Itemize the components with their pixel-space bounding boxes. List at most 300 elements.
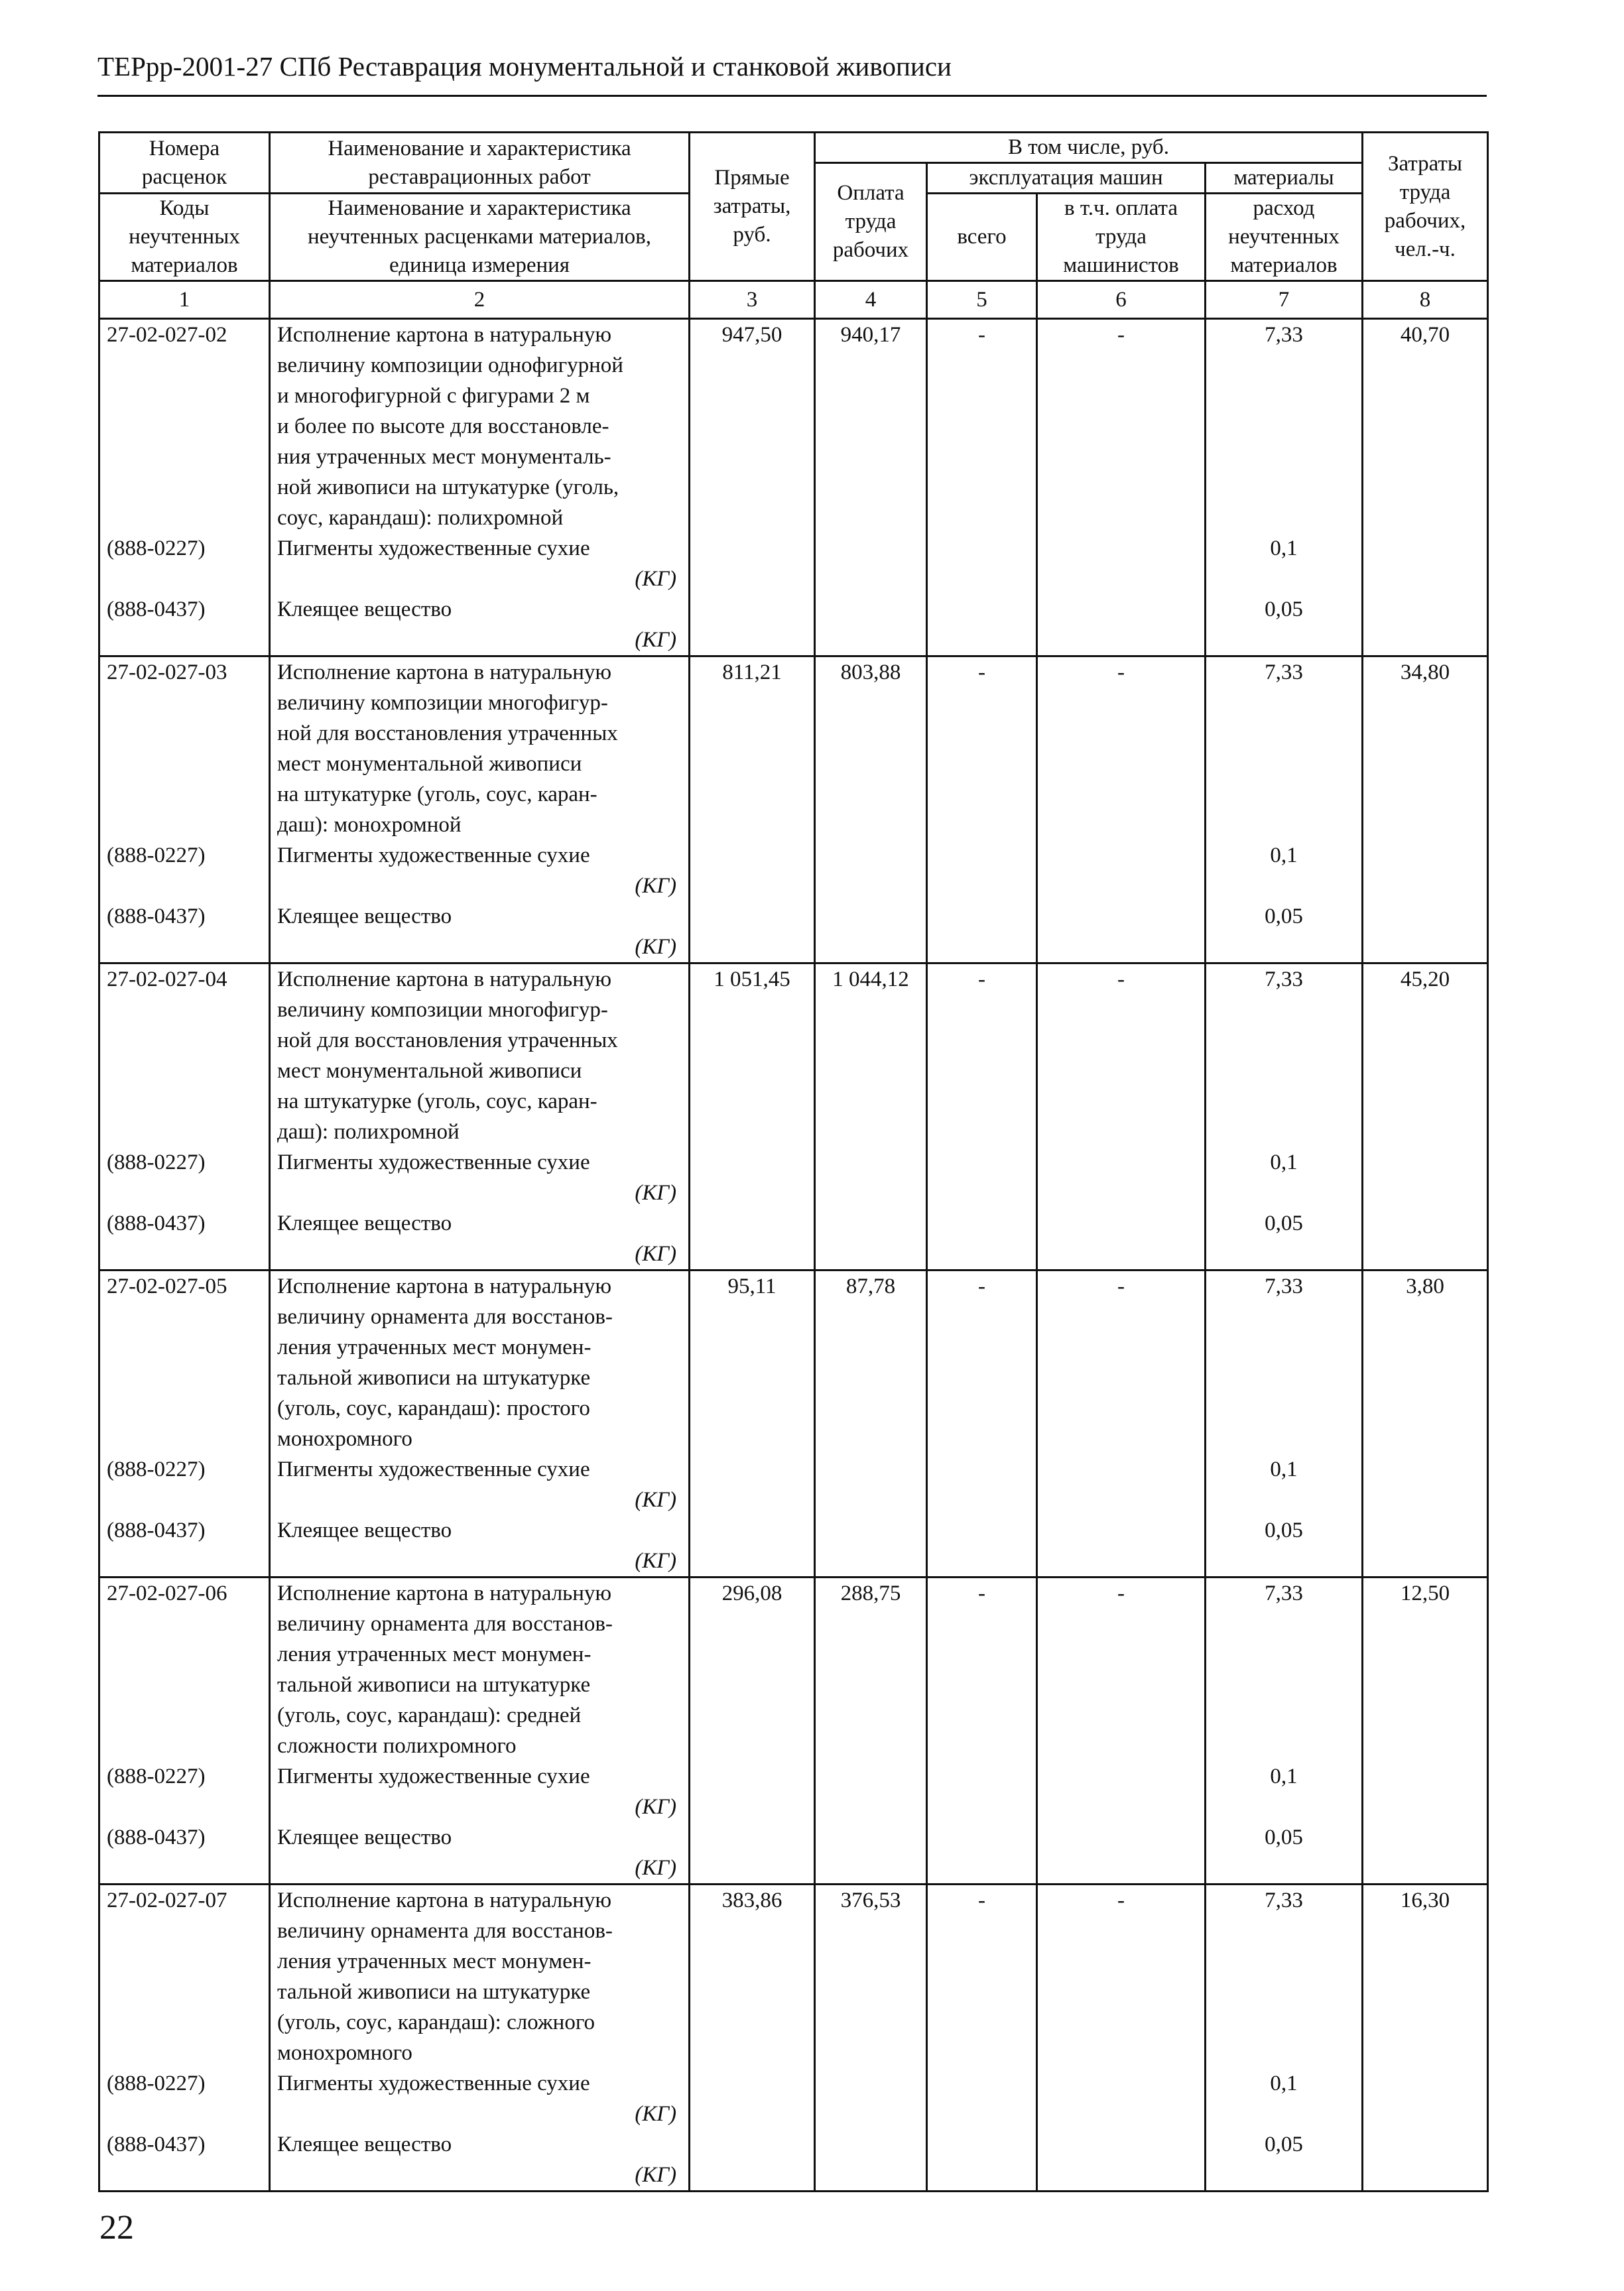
- material-unit: (КГ): [270, 1178, 690, 1208]
- empty-cell: [815, 2129, 927, 2160]
- material-quantity: 0,05: [1206, 1822, 1363, 1853]
- empty-cell: [99, 932, 270, 963]
- table-body: [99, 133, 1488, 2192]
- material-name: Клеящее вещество: [270, 1208, 690, 1239]
- empty-cell: [1363, 1853, 1488, 1885]
- empty-cell: [1037, 1515, 1206, 1546]
- empty-cell: [1037, 2160, 1206, 2192]
- col-header-operator-pay: [1037, 194, 1206, 281]
- empty-cell: [1363, 1208, 1488, 1239]
- empty-cell: [815, 901, 927, 932]
- material-row: [99, 1454, 1488, 1485]
- column-number: 1: [99, 281, 270, 319]
- column-number: 6: [1037, 281, 1206, 319]
- empty-cell: [1037, 2129, 1206, 2160]
- empty-cell: [690, 932, 815, 963]
- material-unit-row: [99, 1178, 1488, 1208]
- material-code: (888-0227): [99, 1761, 270, 1792]
- description-line: (уголь, соус, карандаш): простого: [277, 1396, 590, 1420]
- description-line: (уголь, соус, карандаш): средней: [277, 1703, 582, 1727]
- empty-cell: [927, 594, 1037, 625]
- empty-cell: [1037, 932, 1206, 963]
- material-unit: (КГ): [270, 2099, 690, 2129]
- empty-cell: [690, 2160, 815, 2192]
- col-header-text: Оплата: [837, 181, 905, 205]
- column-number: 3: [690, 281, 815, 319]
- rate-row: [99, 963, 1488, 1148]
- material-row: [99, 2068, 1488, 2099]
- col-header-text: машинистов: [1063, 253, 1179, 277]
- material-quantity: 0,05: [1206, 594, 1363, 625]
- description-line: мест монументальной живописи: [277, 752, 582, 776]
- empty-cell: [1363, 2068, 1488, 2099]
- description-line: и многофигурной с фигурами 2 м: [277, 384, 590, 408]
- empty-cell: [690, 2068, 815, 2099]
- description-line: величину орнамента для восстанов-: [277, 1919, 613, 1943]
- empty-cell: [1363, 1239, 1488, 1270]
- col-header-text: неучтенных: [129, 225, 240, 249]
- col-header-worker-pay: [815, 163, 927, 281]
- empty-cell: [815, 1178, 927, 1208]
- col-header-text: неучтенных: [1228, 225, 1340, 249]
- description-line: на штукатурке (уголь, соус, каран-: [277, 1089, 597, 1113]
- empty-cell: [927, 871, 1037, 901]
- labor-costs-value: 16,30: [1363, 1885, 1488, 2069]
- labor-costs-value: 45,20: [1363, 963, 1488, 1148]
- empty-cell: [927, 1239, 1037, 1270]
- materials-value: 7,33: [1206, 319, 1363, 534]
- empty-cell: [690, 533, 815, 564]
- empty-cell: [1206, 625, 1363, 656]
- col-header-text: рабочих: [832, 238, 909, 262]
- material-unit-row: [99, 1853, 1488, 1885]
- direct-costs-value: 947,50: [690, 319, 815, 534]
- empty-cell: [1206, 1546, 1363, 1578]
- col-header-text: единица измерения: [389, 253, 570, 277]
- empty-cell: [1363, 1822, 1488, 1853]
- empty-cell: [1363, 1178, 1488, 1208]
- direct-costs-value: 383,86: [690, 1885, 815, 2069]
- material-code: (888-0437): [99, 2129, 270, 2160]
- col-header-text: Наименование и характеристика: [328, 136, 631, 160]
- empty-cell: [690, 594, 815, 625]
- col-header-material-name: [270, 194, 690, 281]
- empty-cell: [1206, 932, 1363, 963]
- empty-cell: [690, 1792, 815, 1822]
- material-unit: (КГ): [270, 1792, 690, 1822]
- material-name: Пигменты художественные сухие: [270, 1147, 690, 1178]
- col-header-text: труда: [1399, 180, 1451, 204]
- worker-pay-value: 940,17: [815, 319, 927, 534]
- empty-cell: [927, 1485, 1037, 1515]
- rates-table: [98, 131, 1489, 2192]
- running-header: ТЕРрр-2001-27 СПб Реставрация монументальной и станковой живописи: [97, 51, 952, 82]
- col-header-text: затраты,: [713, 194, 791, 218]
- empty-cell: [815, 932, 927, 963]
- operator-pay-value: -: [1037, 319, 1206, 534]
- empty-cell: [690, 2099, 815, 2129]
- empty-cell: [1037, 1239, 1206, 1270]
- empty-cell: [927, 1853, 1037, 1885]
- empty-cell: [1363, 1485, 1488, 1515]
- empty-cell: [1037, 2068, 1206, 2099]
- material-unit-row: [99, 871, 1488, 901]
- description-line: (уголь, соус, карандаш): сложного: [277, 2011, 595, 2034]
- material-row: [99, 901, 1488, 932]
- rate-row: [99, 319, 1488, 534]
- material-quantity: 0,1: [1206, 2068, 1363, 2099]
- empty-cell: [1037, 625, 1206, 656]
- empty-cell: [1037, 871, 1206, 901]
- material-quantity: 0,05: [1206, 1208, 1363, 1239]
- rate-code: 27-02-027-06: [99, 1578, 270, 1762]
- empty-cell: [1363, 1147, 1488, 1178]
- description-line: Исполнение картона в натуральную: [277, 1889, 612, 1912]
- material-unit: (КГ): [270, 625, 690, 656]
- materials-value: 7,33: [1206, 1270, 1363, 1455]
- empty-cell: [690, 1147, 815, 1178]
- labor-costs-value: 40,70: [1363, 319, 1488, 534]
- description-line: ления утраченных мест монумен-: [277, 1642, 592, 1666]
- work-description: [270, 963, 690, 1148]
- description-line: сложности полихромного: [277, 1734, 517, 1758]
- materials-value: 7,33: [1206, 656, 1363, 841]
- rate-code: 27-02-027-02: [99, 319, 270, 534]
- rate-code: 27-02-027-07: [99, 1885, 270, 2069]
- operator-pay-value: -: [1037, 963, 1206, 1148]
- work-description: [270, 319, 690, 534]
- col-header-text: Номера: [149, 136, 220, 160]
- col-header-text: Затраты: [1387, 151, 1463, 176]
- empty-cell: [1037, 1792, 1206, 1822]
- empty-cell: [1037, 1178, 1206, 1208]
- description-line: ния утраченных мест монументаль-: [277, 445, 611, 469]
- empty-cell: [1206, 1792, 1363, 1822]
- material-name: Клеящее вещество: [270, 901, 690, 932]
- description-line: ления утраченных мест монумен-: [277, 1335, 592, 1359]
- material-unit: (КГ): [270, 1853, 690, 1885]
- col-header-text: руб.: [733, 223, 771, 247]
- material-row: [99, 2129, 1488, 2160]
- direct-costs-value: 811,21: [690, 656, 815, 841]
- description-line: и более по высоте для восстановле-: [277, 414, 609, 438]
- worker-pay-value: 1 044,12: [815, 963, 927, 1148]
- description-line: монохромного: [277, 1427, 412, 1451]
- operator-pay-value: -: [1037, 1578, 1206, 1762]
- material-row: [99, 840, 1488, 871]
- empty-cell: [815, 1239, 927, 1270]
- direct-costs-value: 1 051,45: [690, 963, 815, 1148]
- material-unit: (КГ): [270, 932, 690, 963]
- description-line: даш): полихромной: [277, 1120, 460, 1144]
- material-quantity: 0,1: [1206, 1761, 1363, 1792]
- empty-cell: [1363, 840, 1488, 871]
- empty-cell: [1037, 564, 1206, 594]
- empty-cell: [1363, 901, 1488, 932]
- empty-cell: [815, 1208, 927, 1239]
- empty-cell: [690, 1853, 815, 1885]
- description-line: Исполнение картона в натуральную: [277, 1274, 612, 1298]
- material-row: [99, 594, 1488, 625]
- description-line: ной для восстановления утраченных: [277, 1028, 618, 1052]
- material-quantity: 0,1: [1206, 840, 1363, 871]
- col-header-text: труда: [845, 210, 897, 233]
- description-line: ной для восстановления утраченных: [277, 721, 618, 745]
- empty-cell: [815, 1853, 927, 1885]
- header-rule: [97, 95, 1487, 97]
- column-number: 5: [927, 281, 1037, 319]
- material-quantity: 0,05: [1206, 1515, 1363, 1546]
- material-unit-row: [99, 625, 1488, 656]
- worker-pay-value: 803,88: [815, 656, 927, 841]
- material-unit-row: [99, 1546, 1488, 1578]
- material-code: (888-0437): [99, 1822, 270, 1853]
- col-header-including: В том числе, руб.: [815, 133, 1363, 163]
- empty-cell: [1206, 1239, 1363, 1270]
- machines-total-value: -: [927, 1885, 1037, 2069]
- material-name: Клеящее вещество: [270, 2129, 690, 2160]
- empty-cell: [927, 1546, 1037, 1578]
- material-unit-row: [99, 2160, 1488, 2192]
- material-code: (888-0227): [99, 533, 270, 564]
- header-row-1: [99, 133, 1488, 163]
- material-unit: (КГ): [270, 564, 690, 594]
- material-row: [99, 1208, 1488, 1239]
- empty-cell: [690, 1761, 815, 1792]
- empty-cell: [927, 901, 1037, 932]
- empty-cell: [1206, 2099, 1363, 2129]
- empty-cell: [1363, 625, 1488, 656]
- empty-cell: [99, 564, 270, 594]
- material-code: (888-0227): [99, 2068, 270, 2099]
- empty-cell: [99, 1239, 270, 1270]
- empty-cell: [1037, 1454, 1206, 1485]
- empty-cell: [927, 1454, 1037, 1485]
- direct-costs-value: 95,11: [690, 1270, 815, 1455]
- col-header-text: Наименование и характеристика: [328, 196, 631, 220]
- column-number: 8: [1363, 281, 1488, 319]
- description-line: величину орнамента для восстанов-: [277, 1305, 613, 1329]
- empty-cell: [927, 625, 1037, 656]
- empty-cell: [815, 1485, 927, 1515]
- operator-pay-value: -: [1037, 1885, 1206, 2069]
- empty-cell: [815, 1515, 927, 1546]
- empty-cell: [690, 1178, 815, 1208]
- material-unit: (КГ): [270, 871, 690, 901]
- empty-cell: [99, 1853, 270, 1885]
- rate-row: [99, 1578, 1488, 1762]
- empty-cell: [927, 2068, 1037, 2099]
- empty-cell: [1363, 533, 1488, 564]
- material-unit: (КГ): [270, 1485, 690, 1515]
- empty-cell: [815, 625, 927, 656]
- operator-pay-value: -: [1037, 656, 1206, 841]
- empty-cell: [99, 625, 270, 656]
- material-name: Пигменты художественные сухие: [270, 1761, 690, 1792]
- empty-cell: [1363, 1454, 1488, 1485]
- worker-pay-value: 376,53: [815, 1885, 927, 2069]
- description-line: Исполнение картона в натуральную: [277, 967, 612, 991]
- materials-value: 7,33: [1206, 963, 1363, 1148]
- empty-cell: [1363, 2129, 1488, 2160]
- description-line: тальной живописи на штукатурке: [277, 1673, 591, 1697]
- empty-cell: [927, 1792, 1037, 1822]
- description-line: тальной живописи на штукатурке: [277, 1980, 591, 2004]
- rate-row: [99, 1270, 1488, 1455]
- description-line: величину композиции многофигур-: [277, 691, 608, 715]
- empty-cell: [927, 533, 1037, 564]
- empty-cell: [927, 2099, 1037, 2129]
- empty-cell: [1037, 1822, 1206, 1853]
- material-quantity: 0,05: [1206, 901, 1363, 932]
- empty-cell: [815, 1761, 927, 1792]
- empty-cell: [1037, 1853, 1206, 1885]
- empty-cell: [690, 1822, 815, 1853]
- empty-cell: [1206, 871, 1363, 901]
- empty-cell: [927, 1822, 1037, 1853]
- empty-cell: [690, 625, 815, 656]
- empty-cell: [690, 564, 815, 594]
- empty-cell: [99, 871, 270, 901]
- material-unit: (КГ): [270, 2160, 690, 2192]
- column-number: 4: [815, 281, 927, 319]
- empty-cell: [815, 564, 927, 594]
- col-header-machines-total: всего: [927, 194, 1037, 281]
- material-unit-row: [99, 932, 1488, 963]
- direct-costs-value: 296,08: [690, 1578, 815, 1762]
- column-number: 7: [1206, 281, 1363, 319]
- empty-cell: [815, 2099, 927, 2129]
- empty-cell: [815, 594, 927, 625]
- material-quantity: 0,1: [1206, 1454, 1363, 1485]
- col-header-text: рабочих,: [1384, 208, 1466, 233]
- empty-cell: [1037, 1761, 1206, 1792]
- worker-pay-value: 87,78: [815, 1270, 927, 1455]
- col-header-direct-costs: [690, 133, 815, 281]
- col-header-text: расценок: [141, 164, 227, 189]
- operator-pay-value: -: [1037, 1270, 1206, 1455]
- empty-cell: [1363, 932, 1488, 963]
- material-row: [99, 1147, 1488, 1178]
- material-code: (888-0437): [99, 1515, 270, 1546]
- col-header-text: труда: [1095, 225, 1147, 249]
- empty-cell: [690, 1485, 815, 1515]
- col-header-text: в т.ч. оплата: [1064, 196, 1178, 220]
- materials-value: 7,33: [1206, 1578, 1363, 1762]
- material-code: (888-0227): [99, 840, 270, 871]
- empty-cell: [927, 564, 1037, 594]
- labor-costs-value: 3,80: [1363, 1270, 1488, 1455]
- description-line: ления утраченных мест монумен-: [277, 1950, 592, 1973]
- machines-total-value: -: [927, 963, 1037, 1148]
- empty-cell: [99, 2160, 270, 2192]
- empty-cell: [1363, 594, 1488, 625]
- empty-cell: [1206, 1853, 1363, 1885]
- empty-cell: [927, 2129, 1037, 2160]
- empty-cell: [690, 2129, 815, 2160]
- description-line: Исполнение картона в натуральную: [277, 323, 612, 347]
- empty-cell: [1037, 1485, 1206, 1515]
- empty-cell: [1037, 533, 1206, 564]
- empty-cell: [99, 1178, 270, 1208]
- work-description: [270, 1270, 690, 1455]
- worker-pay-value: 288,75: [815, 1578, 927, 1762]
- rate-code: 27-02-027-05: [99, 1270, 270, 1455]
- description-line: мест монументальной живописи: [277, 1059, 582, 1083]
- col-header-work-name: [270, 133, 690, 194]
- description-line: монохромного: [277, 2041, 412, 2065]
- machines-total-value: -: [927, 1270, 1037, 1455]
- empty-cell: [1206, 1485, 1363, 1515]
- empty-cell: [927, 1208, 1037, 1239]
- empty-cell: [1363, 1792, 1488, 1822]
- empty-cell: [1037, 840, 1206, 871]
- empty-cell: [690, 840, 815, 871]
- material-code: (888-0437): [99, 1208, 270, 1239]
- rate-code: 27-02-027-03: [99, 656, 270, 841]
- description-line: даш): монохромной: [277, 813, 462, 837]
- material-row: [99, 1761, 1488, 1792]
- empty-cell: [1037, 1546, 1206, 1578]
- col-header-machines: эксплуатация машин: [927, 163, 1206, 194]
- col-header-materials: материалы: [1206, 163, 1363, 194]
- material-quantity: 0,05: [1206, 2129, 1363, 2160]
- col-header-text: расход: [1253, 196, 1315, 220]
- materials-value: 7,33: [1206, 1885, 1363, 2069]
- empty-cell: [690, 1239, 815, 1270]
- material-code: (888-0437): [99, 594, 270, 625]
- empty-cell: [815, 1147, 927, 1178]
- empty-cell: [690, 1546, 815, 1578]
- material-unit: (КГ): [270, 1239, 690, 1270]
- material-quantity: 0,1: [1206, 1147, 1363, 1178]
- empty-cell: [815, 1454, 927, 1485]
- empty-cell: [99, 1546, 270, 1578]
- material-name: Клеящее вещество: [270, 594, 690, 625]
- empty-cell: [690, 1454, 815, 1485]
- empty-cell: [690, 901, 815, 932]
- empty-cell: [1037, 1208, 1206, 1239]
- col-header-text: материалов: [1230, 253, 1338, 277]
- material-quantity: 0,1: [1206, 533, 1363, 564]
- empty-cell: [927, 932, 1037, 963]
- empty-cell: [1363, 2099, 1488, 2129]
- description-line: Исполнение картона в натуральную: [277, 1581, 612, 1605]
- material-name: Пигменты художественные сухие: [270, 2068, 690, 2099]
- col-header-rate-numbers: [99, 133, 270, 194]
- empty-cell: [1363, 871, 1488, 901]
- empty-cell: [815, 1792, 927, 1822]
- material-unit-row: [99, 564, 1488, 594]
- work-description: [270, 656, 690, 841]
- empty-cell: [690, 1515, 815, 1546]
- description-line: величину композиции многофигур-: [277, 998, 608, 1022]
- labor-costs-value: 12,50: [1363, 1578, 1488, 1762]
- col-header-labor-costs: [1363, 133, 1488, 281]
- material-name: Пигменты художественные сухие: [270, 840, 690, 871]
- col-header-text: реставрационных работ: [368, 164, 591, 189]
- empty-cell: [1037, 594, 1206, 625]
- empty-cell: [927, 840, 1037, 871]
- empty-cell: [815, 840, 927, 871]
- empty-cell: [815, 1822, 927, 1853]
- description-line: соус, карандаш): полихромной: [277, 506, 564, 530]
- material-unit-row: [99, 2099, 1488, 2129]
- empty-cell: [99, 2099, 270, 2129]
- empty-cell: [1206, 564, 1363, 594]
- empty-cell: [815, 533, 927, 564]
- material-row: [99, 1515, 1488, 1546]
